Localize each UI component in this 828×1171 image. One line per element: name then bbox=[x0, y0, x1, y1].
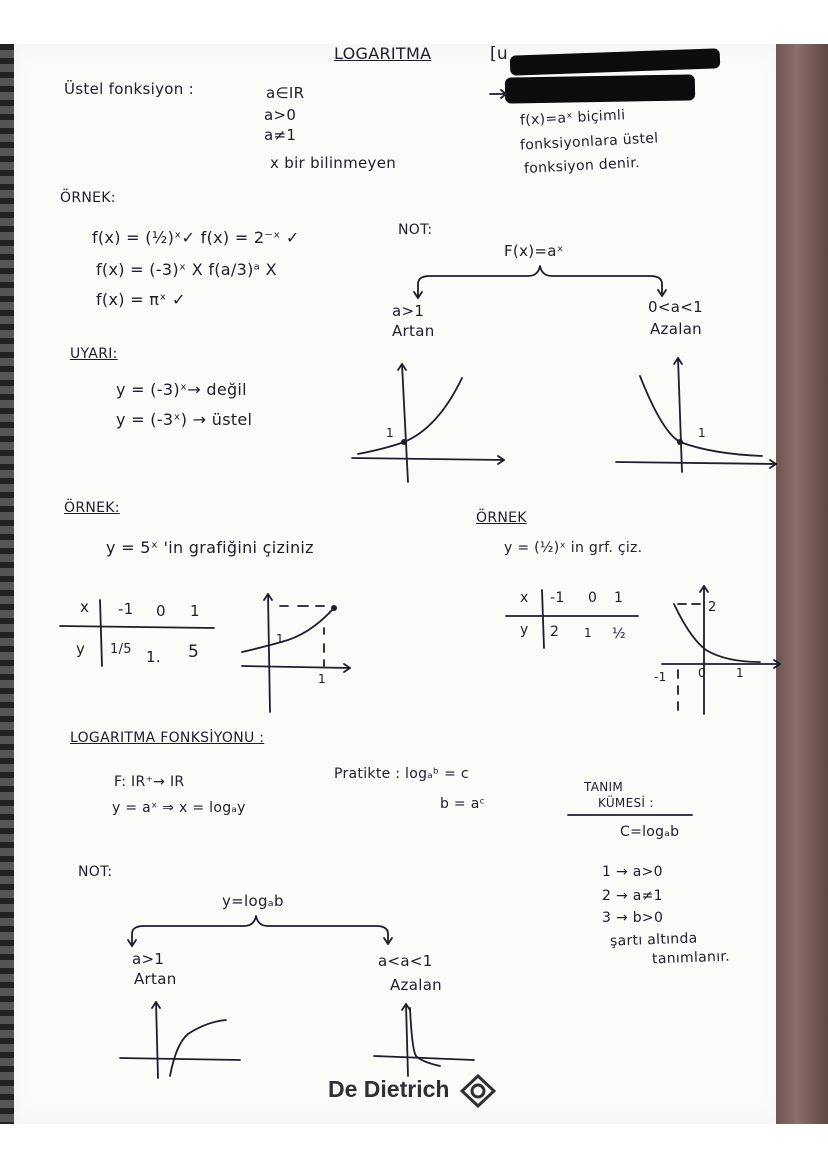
note2-brace bbox=[126, 914, 396, 950]
example3-graph-tick-x: 1 bbox=[736, 666, 744, 680]
brand-logo-mark bbox=[460, 1074, 496, 1108]
note2-left-condition: a>1 bbox=[132, 950, 165, 968]
example3-y-2: ½ bbox=[612, 626, 626, 642]
example1-line-2: f(x) = (-3)ˣ X f(a/3)ᵃ X bbox=[96, 260, 277, 279]
example3-graph bbox=[656, 580, 784, 718]
example3-y-1: 1 bbox=[584, 626, 592, 640]
exponential-heading: Üstel fonksiyon : bbox=[64, 80, 194, 98]
increasing-exp-graph bbox=[348, 352, 518, 488]
condition-positive: a>0 bbox=[264, 106, 297, 124]
definition-line-2: fonksiyonlara üstel bbox=[519, 130, 659, 154]
domain-label-2: KÜMESİ : bbox=[598, 796, 654, 810]
example2-y-1: 1. bbox=[146, 648, 161, 666]
logfunc-line-1: F: IR⁺→ IR bbox=[114, 774, 185, 790]
warning-label: UYARI: bbox=[70, 346, 118, 362]
note1-label: NOT: bbox=[398, 222, 433, 238]
example2-graph bbox=[238, 588, 358, 716]
domain-rule-tail-1: şartı altında bbox=[609, 930, 698, 950]
definition-line-3: fonksiyon denir. bbox=[523, 154, 641, 178]
example2-x-2: 1 bbox=[190, 602, 200, 620]
domain-rule-3: 3 → b>0 bbox=[602, 910, 664, 926]
increasing-graph-tick: 1 bbox=[386, 426, 394, 440]
redaction-arrow bbox=[490, 88, 510, 100]
note1-brace bbox=[410, 262, 670, 302]
example3-prompt: y = (½)ˣ in grf. çiz. bbox=[504, 540, 643, 556]
example2-y-0: 1/5 bbox=[110, 642, 132, 657]
warning-line-1: y = (-3)ˣ→ değil bbox=[116, 380, 247, 399]
logfunc-heading: LOGARITMA FONKSİYONU : bbox=[70, 730, 265, 746]
example2-x-1: 0 bbox=[156, 602, 166, 620]
domain-rule-2: 2 → a≠1 bbox=[602, 888, 663, 904]
domain-formula: C=logₐb bbox=[620, 824, 680, 840]
example2-prompt: y = 5ˣ 'in grafiğini çiziniz bbox=[106, 538, 314, 557]
example2-graph-tick-x: 1 bbox=[318, 672, 326, 686]
example2-col-x: x bbox=[80, 598, 90, 616]
condition-real: a∈IR bbox=[266, 84, 305, 102]
page-title: LOGARITMA bbox=[334, 44, 432, 63]
note1-right-condition: 0<a<1 bbox=[648, 298, 703, 316]
domain-underline bbox=[566, 812, 696, 818]
example2-col-y: y bbox=[76, 640, 86, 658]
logfunc-line-2: y = aˣ ⇒ x = logₐy bbox=[112, 800, 246, 816]
condition-not-one: a≠1 bbox=[264, 126, 297, 144]
note2-label: NOT: bbox=[78, 864, 113, 880]
example3-graph-tick-neg: -1 bbox=[654, 670, 667, 684]
example3-graph-tick-zero: 0 bbox=[698, 666, 706, 680]
definition-line-1: f(x)=aˣ biçimli bbox=[519, 107, 626, 129]
example1-label: ÖRNEK: bbox=[60, 190, 116, 206]
example3-x-0: -1 bbox=[550, 590, 565, 606]
example3-graph-tick-y: 2 bbox=[708, 600, 717, 615]
example3-y-0: 2 bbox=[550, 624, 560, 640]
partial-heading: [u bbox=[490, 44, 509, 64]
domain-label-1: TANIM bbox=[584, 780, 623, 794]
brand-logo-text: De Dietrich bbox=[328, 1076, 450, 1102]
note2-right-word: Azalan bbox=[390, 976, 442, 994]
example3-x-2: 1 bbox=[614, 590, 624, 606]
note2-right-condition: a<a<1 bbox=[378, 952, 433, 970]
example2-graph-tick-y: 1 bbox=[276, 632, 284, 646]
notebook-spiral bbox=[0, 44, 14, 1124]
decreasing-graph-tick: 1 bbox=[698, 426, 706, 440]
warning-line-2: y = (-3ˣ) → üstel bbox=[116, 410, 253, 429]
note1-right-word: Azalan bbox=[650, 320, 702, 338]
note2-formula: y=logₐb bbox=[222, 892, 284, 910]
redaction-bar-2 bbox=[505, 74, 695, 103]
logfunc-practical-2: b = aᶜ bbox=[440, 796, 486, 812]
note1-left-word: Artan bbox=[392, 322, 435, 340]
increasing-log-graph bbox=[116, 996, 246, 1080]
domain-rule-1: 1 → a>0 bbox=[602, 864, 663, 880]
note1-formula: F(x)=aˣ bbox=[504, 242, 564, 260]
example3-col-x: x bbox=[520, 590, 529, 606]
condition-unknown: x bir bilinmeyen bbox=[270, 154, 397, 172]
decreasing-log-graph bbox=[370, 1000, 480, 1080]
example2-x-0: -1 bbox=[118, 600, 134, 618]
note2-left-word: Artan bbox=[134, 970, 177, 988]
example2-label: ÖRNEK: bbox=[64, 500, 120, 516]
logfunc-practical: Pratikte : logₐᵇ = c bbox=[334, 766, 469, 782]
domain-rule-tail-2: tanımlanır. bbox=[651, 948, 731, 968]
example2-y-2: 5 bbox=[188, 642, 200, 662]
example1-line-1: f(x) = (½)ˣ✓ f(x) = 2⁻ˣ ✓ bbox=[92, 228, 300, 247]
example1-line-3: f(x) = πˣ ✓ bbox=[96, 290, 186, 309]
example3-x-1: 0 bbox=[588, 590, 598, 606]
example3-col-y: y bbox=[520, 622, 529, 638]
example3-label: ÖRNEK bbox=[476, 510, 527, 526]
note1-left-condition: a>1 bbox=[392, 302, 425, 320]
decreasing-exp-graph bbox=[612, 352, 784, 476]
